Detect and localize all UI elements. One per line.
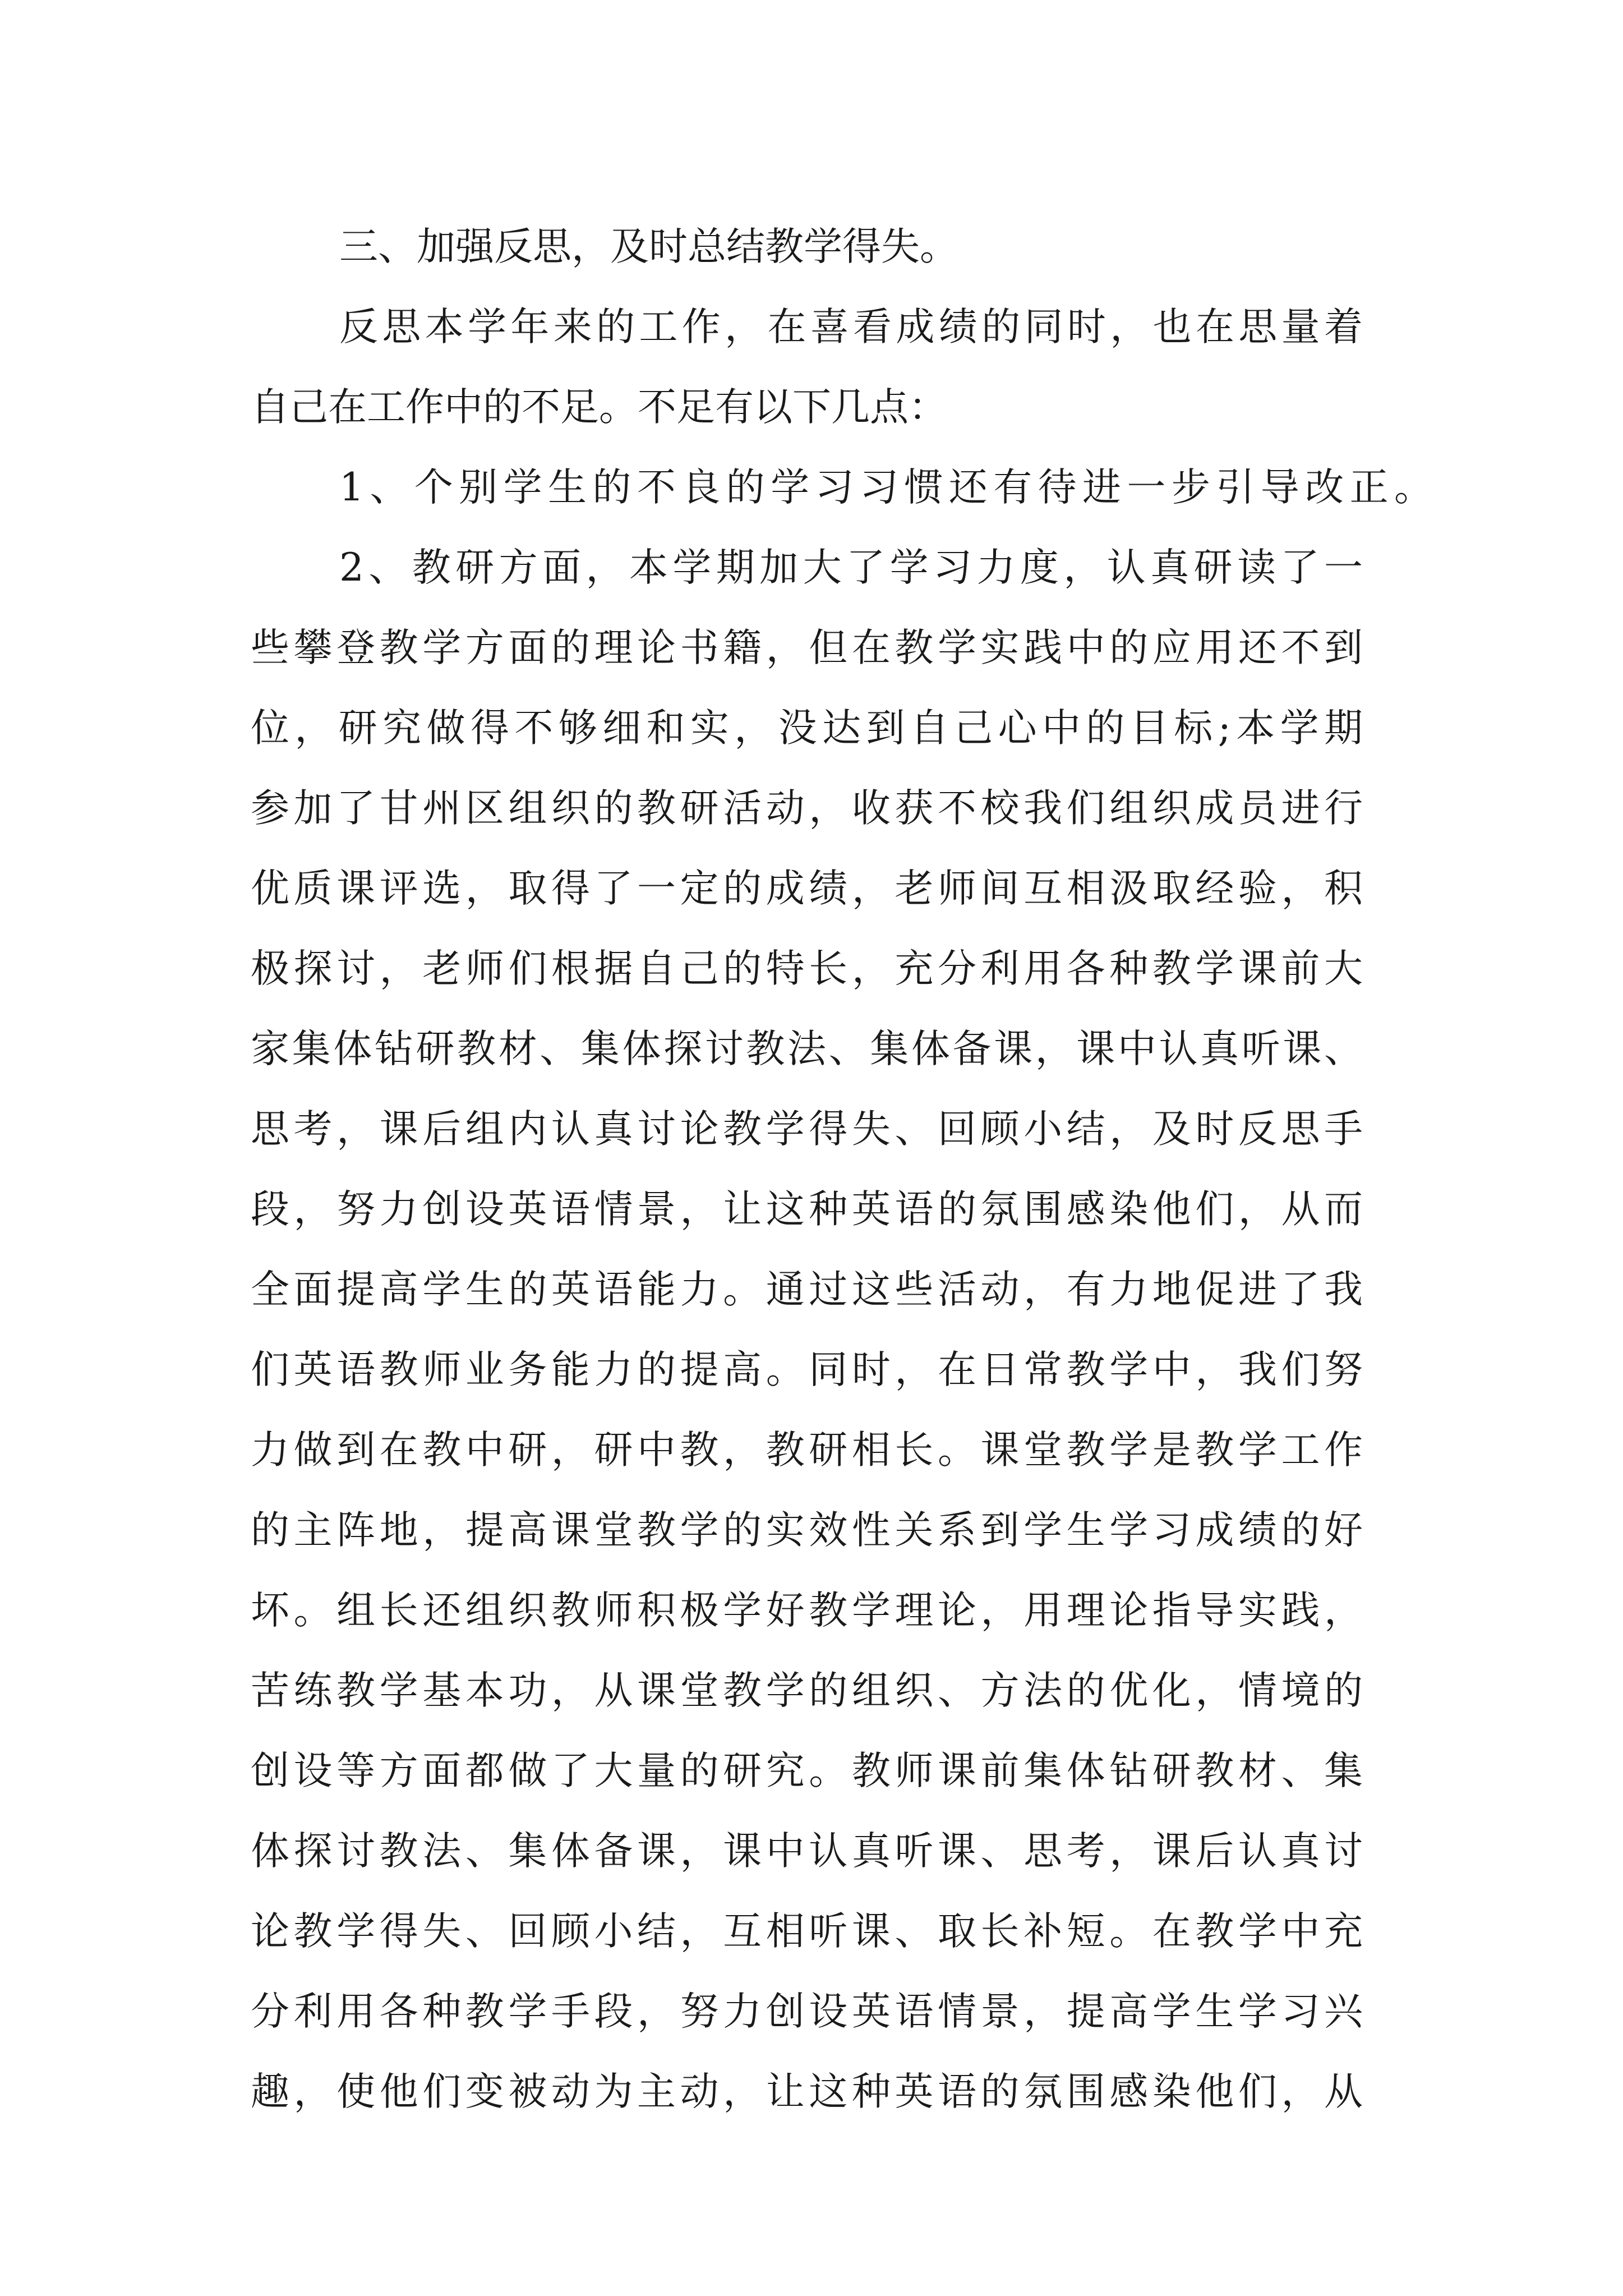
intro-line: 反思本学年来的工作，在喜看成绩的同时，也在思量着 — [339, 305, 1363, 349]
point-2-line: 们英语教师业务能力的提高。同时，在日常教学中，我们努 — [251, 1347, 1363, 1392]
point-2-line: 优质课评选，取得了一定的成绩，老师间互相汲取经验，积 — [251, 866, 1363, 911]
point-2-line: 2、教研方面，本学期加大了学习力度，认真研读了一 — [339, 545, 1363, 590]
point-2-line: 思考，课后组内认真讨论教学得失、回顾小结，及时反思手 — [251, 1107, 1363, 1152]
intro-line: 自己在工作中的不足。不足有以下几点： — [251, 385, 947, 430]
section-heading: 三、加强反思，及时总结教学得失。 — [339, 224, 958, 269]
point-2-line: 些攀登教学方面的理论书籍，但在教学实践中的应用还不到 — [251, 625, 1363, 670]
point-2-line: 创设等方面都做了大量的研究。教师课前集体钻研教材、集 — [251, 1749, 1363, 1793]
point-1-line: 1、个别学生的不良的学习习惯还有待进一步引导改正。 — [339, 465, 1433, 510]
point-2-line: 家集体钻研教材、集体探讨教法、集体备课，课中认真听课、 — [251, 1027, 1363, 1071]
point-2-line: 坏。组长还组织教师积极学好教学理论，用理论指导实践， — [251, 1588, 1363, 1633]
point-2-line: 位，研究做得不够细和实，没达到自己心中的目标;本学期 — [251, 706, 1363, 751]
point-2-line: 的主阵地，提高课堂教学的实效性关系到学生学习成绩的好 — [251, 1508, 1363, 1553]
point-2-line: 力做到在教中研，研中教，教研相长。课堂教学是教学工作 — [251, 1428, 1363, 1473]
point-2-line: 论教学得失、回顾小结，互相听课、取长补短。在教学中充 — [251, 1909, 1363, 1954]
point-2-line: 参加了甘州区组织的教研活动，收获不校我们组织成员进行 — [251, 786, 1363, 831]
point-2-line: 苦练教学基本功，从课堂教学的组织、方法的优化，情境的 — [251, 1668, 1363, 1713]
point-2-line: 段，努力创设英语情景，让这种英语的氛围感染他们，从而 — [251, 1187, 1363, 1232]
point-2-line: 分利用各种教学手段，努力创设英语情景，提高学生学习兴 — [251, 1989, 1363, 2034]
point-2-line: 全面提高学生的英语能力。通过这些活动，有力地促进了我 — [251, 1267, 1363, 1312]
point-2-line: 趣，使他们变被动为主动，让这种英语的氛围感染他们，从 — [251, 2069, 1363, 2114]
point-2-line: 极探讨，老师们根据自己的特长，充分利用各种教学课前大 — [251, 946, 1363, 991]
point-2-line: 体探讨教法、集体备课，课中认真听课、思考，课后认真讨 — [251, 1829, 1363, 1874]
